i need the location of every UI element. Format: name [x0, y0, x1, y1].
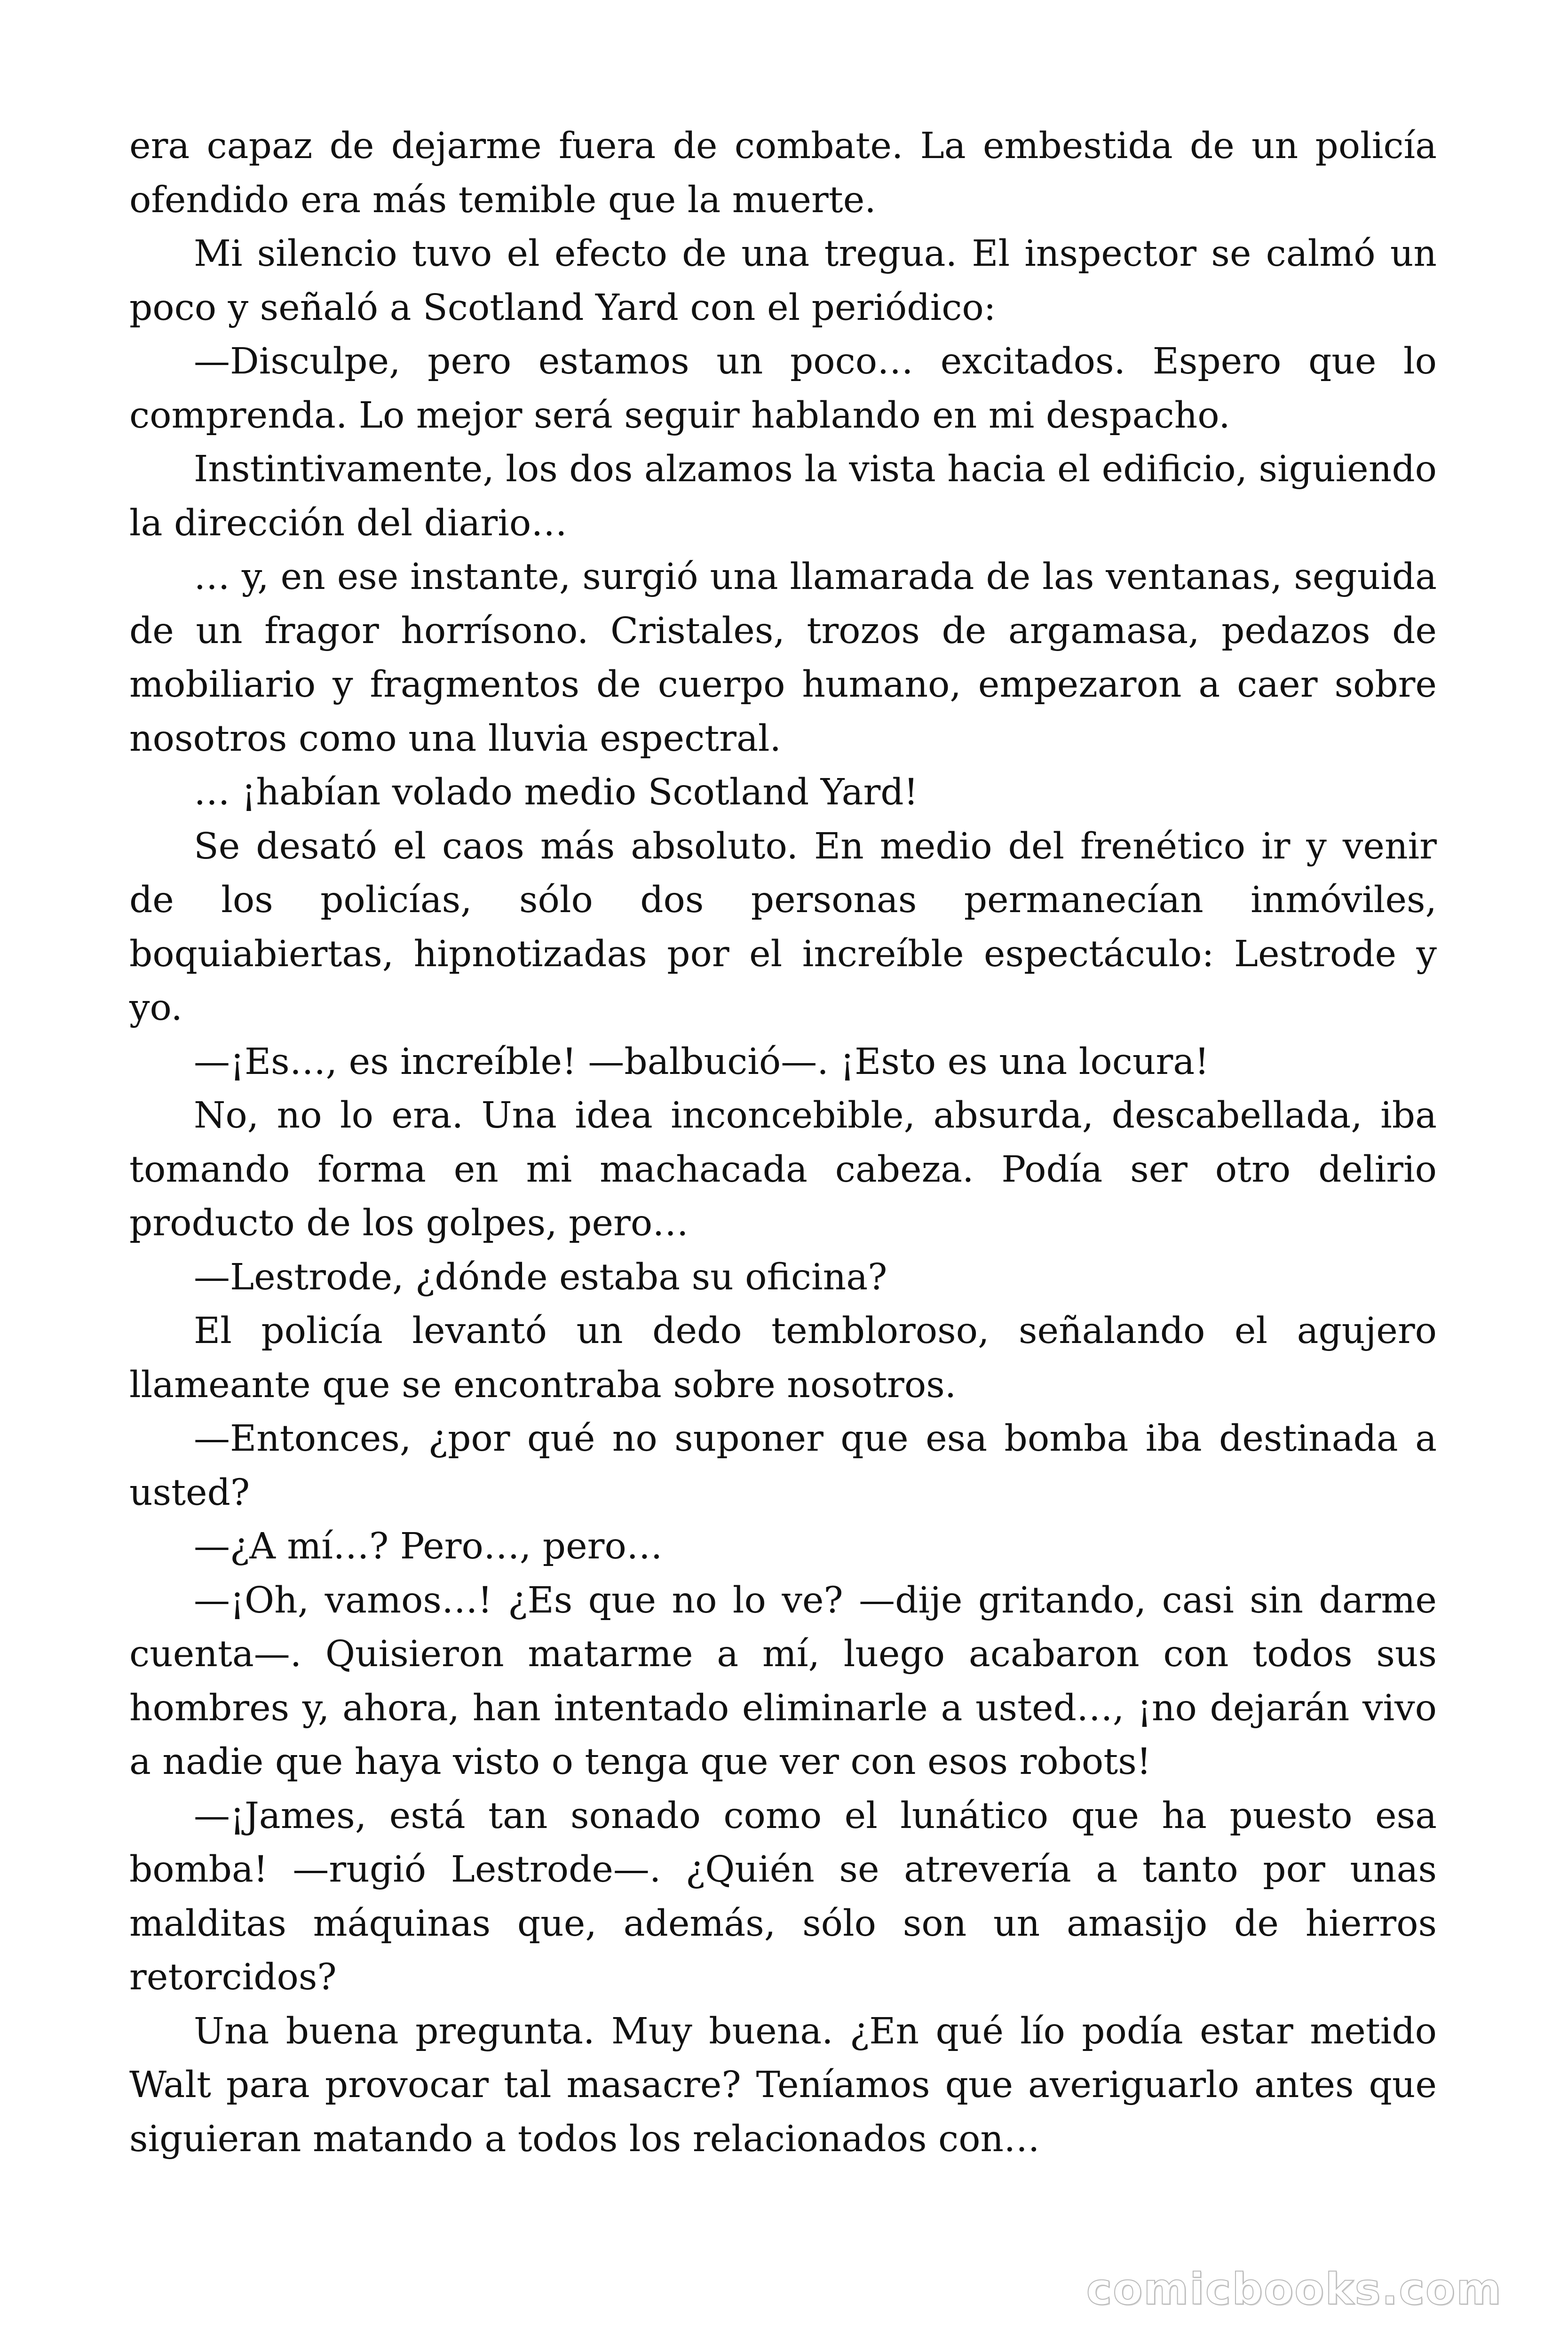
paragraph: … ¡habían volado medio Scotland Yard!: [194, 771, 919, 813]
paragraph: —Entonces, ¿por qué no suponer que esa bomba iba destinada a usted?: [129, 1418, 1437, 1514]
paragraph: Mi silencio tuvo el efecto de una tregua. El inspector se calmó un poco y señaló a Scotland Yard con el periódico:: [129, 233, 1437, 329]
paragraph: —Lestrode, ¿dónde estaba su oficina?: [194, 1256, 887, 1298]
page-body-text: [129, 119, 1437, 2166]
paragraph: —¡Oh, vamos…! ¿Es que no lo ve? —dije gritando, casi sin darme cuenta—. Quisieron matarme a mí, luego acabaron con todos sus hombres y, ahora, han intentado eliminarle a usted…, ¡no dejarán vivo a nadie que haya visto o tenga que ver con esos robots!: [129, 1579, 1437, 1783]
site-watermark: comicbooks.com: [1086, 2264, 1502, 2314]
paragraph: —¡James, está tan sonado como el lunático que ha puesto esa bomba! —rugió Lestrode—. ¿Quién se atrevería a tanto por unas malditas máquinas que, además, sólo son un amasijo de hierros retorcidos?: [129, 1795, 1437, 1998]
paragraph: … y, en ese instante, surgió una llamarada de las ventanas, seguida de un fragor horrísono. Cristales, trozos de argamasa, pedazos de mobiliario y fragmentos de cuerpo humano, empezaron a caer sobre nosotros como una lluvia espectral.: [129, 556, 1437, 760]
paragraph: Se desató el caos más absoluto. En medio del frenético ir y venir de los policías, sólo dos personas permanecían inmóviles, boquiabiertas, hipnotizadas por el increíble espectáculo: Lestrode y yo.: [129, 825, 1437, 1029]
paragraph: El policía levantó un dedo tembloroso, señalando el agujero llameante que se encontraba sobre nosotros.: [129, 1310, 1437, 1406]
paragraph: —¡Es…, es increíble! —balbució—. ¡Esto es una locura!: [194, 1041, 1210, 1083]
paragraph: Instintivamente, los dos alzamos la vista hacia el edificio, siguiendo la dirección del diario…: [129, 448, 1437, 544]
paragraph: —Disculpe, pero estamos un poco… excitados. Espero que lo comprenda. Lo mejor será seguir hablando en mi despacho.: [129, 341, 1437, 437]
paragraph: Una buena pregunta. Muy buena. ¿En qué lío podía estar metido Walt para provocar tal masacre? Teníamos que averiguarlo antes que siguieran matando a todos los relacionados con…: [129, 2010, 1437, 2160]
paragraph: —¿A mí…? Pero…, pero…: [194, 1526, 663, 1567]
paragraph: No, no lo era. Una idea inconcebible, absurda, descabellada, iba tomando forma en mi machacada cabeza. Podía ser otro delirio producto de los golpes, pero…: [129, 1095, 1437, 1244]
paragraph: era capaz de dejarme fuera de combate. La embestida de un policía ofendido era más temible que la muerte.: [129, 125, 1437, 221]
